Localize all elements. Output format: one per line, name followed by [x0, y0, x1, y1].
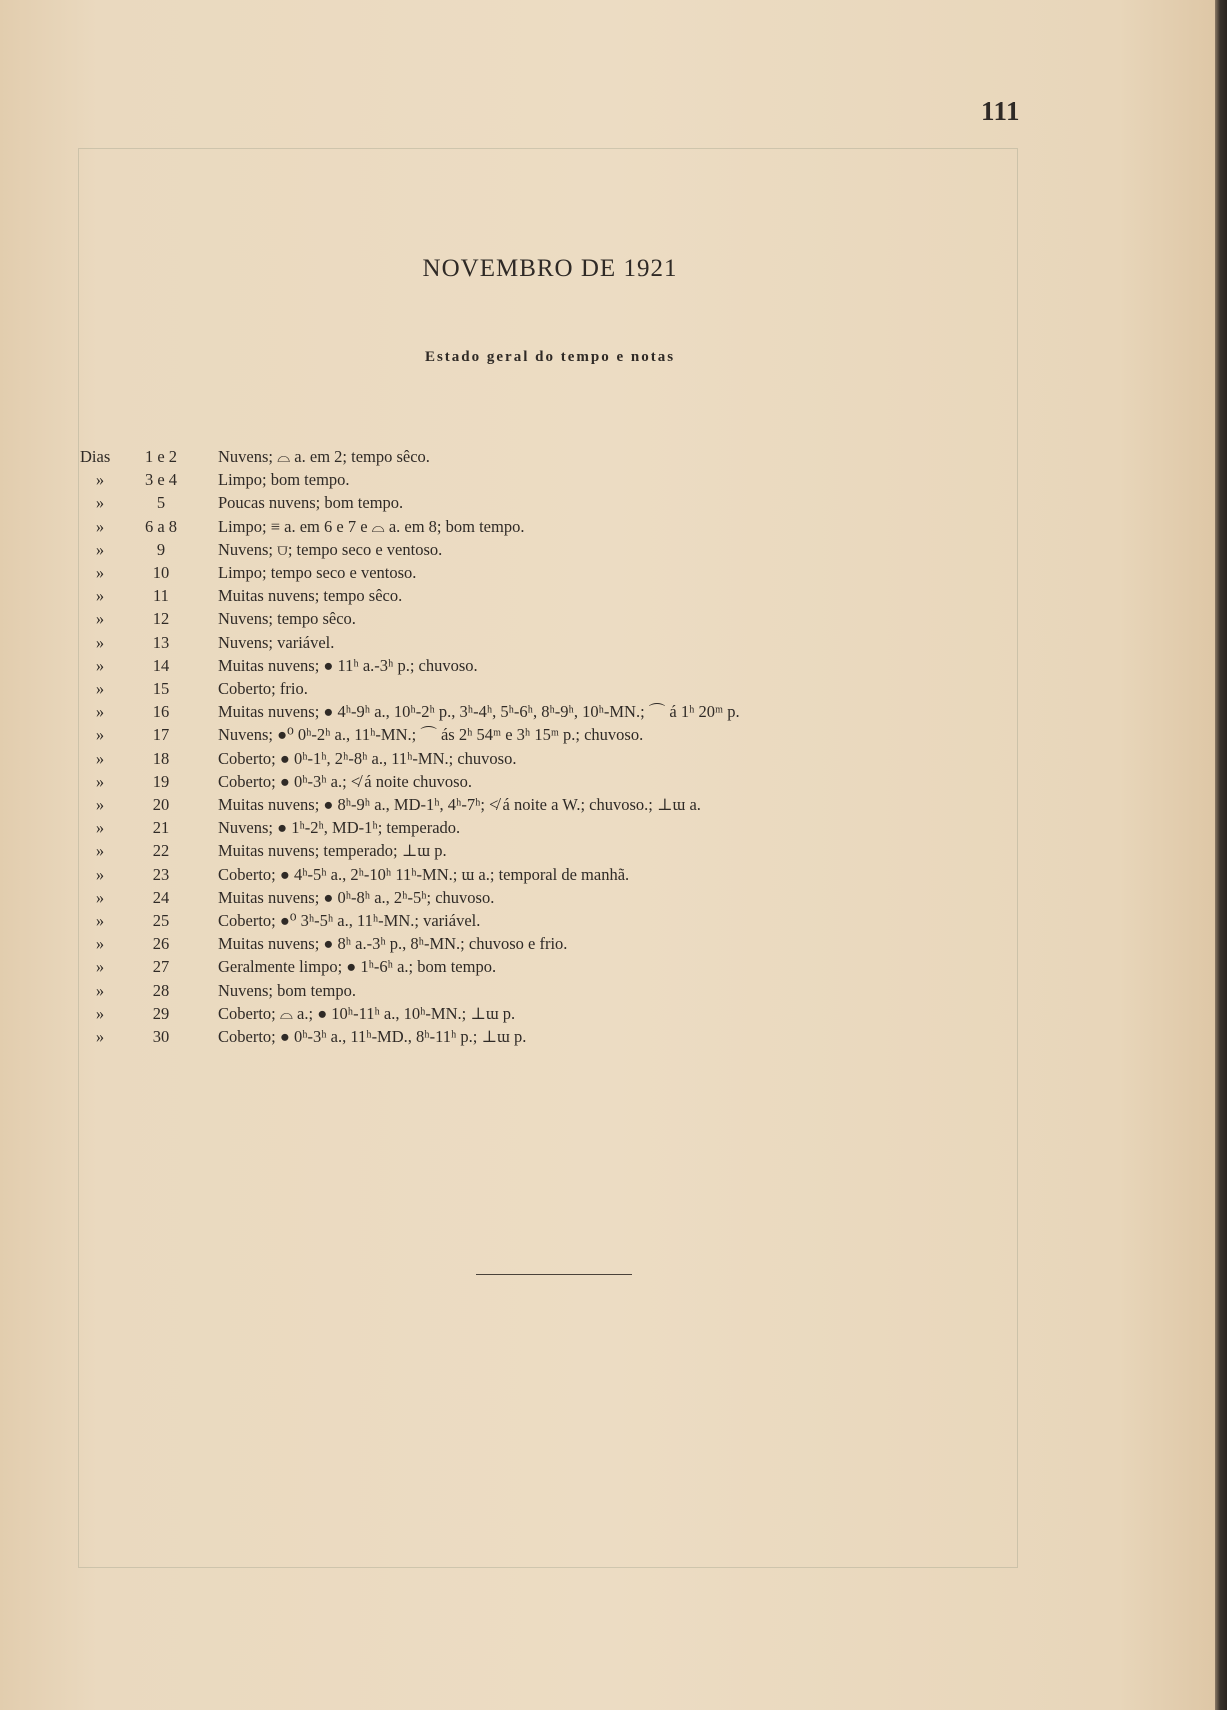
page-title: NOVEMBRO DE 1921	[422, 255, 678, 282]
weather-note: Nuvens; ● 1ʰ-2ʰ, MD-1ʰ; temperado.	[218, 818, 461, 838]
day-number: 19	[152, 771, 170, 791]
list-item	[0, 608, 960, 630]
weather-note: Coberto; ● 4ʰ-5ʰ a., 2ʰ-10ʰ 11ʰ-MN.; ɯ a.; temporal de manhã.	[218, 864, 630, 884]
list-item	[0, 748, 960, 770]
day-number: 13	[152, 632, 170, 652]
ditto-mark: »	[95, 493, 105, 513]
day-number: 9	[156, 539, 166, 559]
weather-note: Muitas nuvens; ● 11ʰ a.-3ʰ p.; chuvoso.	[218, 655, 478, 675]
list-item	[0, 817, 960, 839]
list-item	[0, 585, 960, 607]
weather-note: Muitas nuvens; ● 8ʰ-9ʰ a., MD-1ʰ, 4ʰ-7ʰ; ≮ á noite a W.; chuvoso.; ⊥ɯ a.	[218, 795, 701, 814]
ditto-mark: »	[95, 655, 105, 675]
list-item	[0, 980, 960, 1002]
day-number: 3 e 4	[144, 470, 178, 490]
day-number: 18	[152, 748, 170, 768]
list-item	[0, 655, 960, 677]
list-item	[0, 562, 960, 584]
list-item	[0, 516, 960, 538]
list-item	[0, 1003, 960, 1025]
day-number: 15	[152, 679, 170, 698]
weather-note: Muitas nuvens; ● 0ʰ-8ʰ a., 2ʰ-5ʰ; chuvoso.	[218, 887, 495, 907]
ditto-mark: »	[95, 586, 105, 606]
closing-rule	[476, 1274, 632, 1275]
day-number: 17	[152, 725, 170, 745]
day-number: 10	[152, 563, 170, 582]
ditto-mark: »	[95, 1027, 105, 1046]
list-item	[0, 469, 960, 491]
weather-note: Coberto; ⌓ a.; ● 10ʰ-11ʰ a., 10ʰ-MN.; ⊥ɯ p.	[218, 1003, 516, 1023]
list-item	[0, 724, 960, 746]
day-number: 25	[152, 911, 170, 930]
weather-note: Poucas nuvens; bom tempo.	[218, 493, 404, 513]
list-item	[0, 794, 960, 816]
weather-note: Limpo; bom tempo.	[218, 470, 350, 490]
dias-label: Dias	[80, 447, 111, 466]
weather-note: Muitas nuvens; temperado; ⊥ɯ p.	[218, 841, 447, 861]
ditto-mark: »	[95, 470, 105, 490]
weather-note: Muitas nuvens; ● 4ʰ-9ʰ a., 10ʰ-2ʰ p., 3ʰ-4ʰ, 5ʰ-6ʰ, 8ʰ-9ʰ, 10ʰ-MN.; ⌒ á 1ʰ 20ᵐ p.	[218, 702, 740, 722]
weather-note: Nuvens; bom tempo.	[218, 980, 356, 1000]
weather-note: Limpo; tempo seco e ventoso.	[218, 563, 417, 582]
day-number: 11	[153, 586, 169, 606]
binding-edge	[1215, 0, 1227, 1710]
weather-note: Geralmente limpo; ● 1ʰ-6ʰ a.; bom tempo.	[218, 957, 497, 977]
list-item	[0, 910, 960, 932]
weather-note: Coberto; frio.	[218, 679, 308, 698]
list-item	[0, 864, 960, 886]
day-number: 1 e 2	[144, 447, 178, 466]
day-number: 27	[152, 957, 170, 977]
day-number: 21	[152, 818, 170, 838]
day-number: 20	[152, 795, 170, 814]
ditto-mark: »	[95, 539, 105, 559]
weather-note: Muitas nuvens; tempo sêco.	[218, 586, 403, 606]
weather-note: Coberto; ● 0ʰ-3ʰ a., 11ʰ-MD., 8ʰ-11ʰ p.; ⊥ɯ p.	[218, 1027, 527, 1046]
ditto-mark: »	[95, 516, 105, 536]
list-item	[0, 701, 960, 723]
list-item	[0, 887, 960, 909]
day-number: 6 a 8	[144, 516, 178, 536]
weather-note: Nuvens; tempo sêco.	[218, 609, 356, 629]
list-item	[0, 956, 960, 978]
ditto-mark: »	[95, 795, 105, 814]
day-number: 5	[156, 493, 166, 513]
ditto-mark: »	[95, 679, 105, 698]
ditto-mark: »	[95, 841, 105, 861]
day-number: 28	[152, 980, 170, 1000]
ditto-mark: »	[95, 957, 105, 977]
list-item	[0, 840, 960, 862]
ditto-mark: »	[95, 864, 105, 884]
list-item	[0, 771, 960, 793]
day-number: 26	[152, 934, 170, 954]
ditto-mark: »	[95, 632, 105, 652]
ditto-mark: »	[95, 911, 105, 930]
list-item	[0, 446, 960, 468]
ditto-mark: »	[95, 980, 105, 1000]
list-item	[0, 678, 960, 700]
ditto-mark: »	[95, 771, 105, 791]
weather-note: Coberto; ● 0ʰ-3ʰ a.; ≮ á noite chuvoso.	[218, 771, 472, 791]
list-item	[0, 1026, 960, 1048]
list-item	[0, 539, 960, 561]
day-number: 29	[152, 1003, 170, 1023]
day-number: 14	[152, 655, 170, 675]
ditto-mark: »	[95, 748, 105, 768]
ditto-mark: »	[95, 934, 105, 954]
day-number: 22	[152, 841, 170, 861]
ditto-mark: »	[95, 563, 105, 582]
day-number: 12	[152, 609, 170, 629]
ditto-mark: »	[95, 609, 105, 629]
list-item	[0, 933, 960, 955]
day-number: 16	[152, 702, 170, 722]
weather-note: Nuvens; ⩌; tempo seco e ventoso.	[218, 539, 443, 559]
day-number: 23	[152, 864, 170, 884]
weather-note: Coberto; ●⁰ 3ʰ-5ʰ a., 11ʰ-MN.; variável.	[218, 911, 481, 930]
weather-note: Limpo; ≡ a. em 6 e 7 e ⌓ a. em 8; bom tempo.	[218, 516, 525, 536]
list-item	[0, 492, 960, 514]
day-number: 24	[152, 887, 170, 907]
section-subtitle: Estado geral do tempo e notas	[424, 349, 676, 365]
list-item	[0, 632, 960, 654]
ditto-mark: »	[95, 702, 105, 722]
weather-note: Nuvens; variável.	[218, 632, 335, 652]
ditto-mark: »	[95, 818, 105, 838]
weather-note: Coberto; ● 0ʰ-1ʰ, 2ʰ-8ʰ a., 11ʰ-MN.; chuvoso.	[218, 748, 517, 768]
ditto-mark: »	[95, 1003, 105, 1023]
weather-note: Muitas nuvens; ● 8ʰ a.-3ʰ p., 8ʰ-MN.; chuvoso e frio.	[218, 934, 568, 954]
ditto-mark: »	[95, 887, 105, 907]
weather-note: Nuvens; ⌓ a. em 2; tempo sêco.	[218, 447, 430, 466]
weather-note: Nuvens; ●⁰ 0ʰ-2ʰ a., 11ʰ-MN.; ⌒ ás 2ʰ 54ᵐ e 3ʰ 15ᵐ p.; chuvoso.	[218, 725, 644, 745]
day-number: 30	[152, 1027, 170, 1046]
page-number: 111	[980, 96, 1020, 126]
ditto-mark: »	[95, 725, 105, 745]
